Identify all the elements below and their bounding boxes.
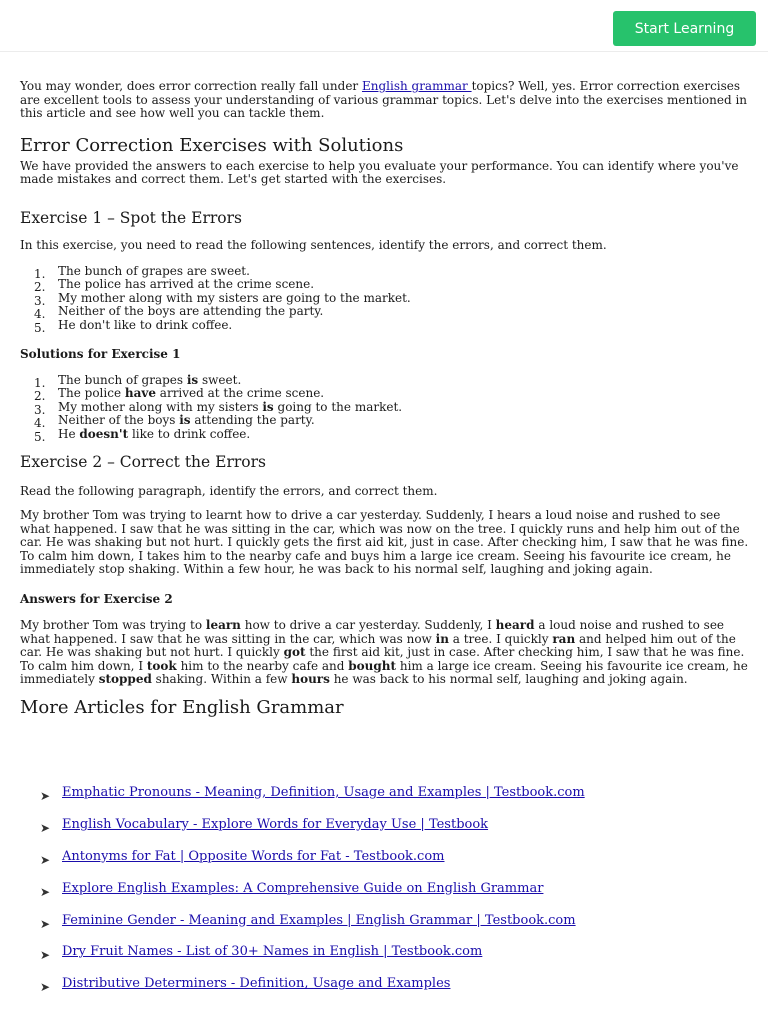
article-link[interactable]: Dry Fruit Names - List of 30+ Names in English | Testbook.com: [62, 944, 483, 960]
arrow-bullet-icon: ➤: [40, 820, 51, 835]
exercise-1-title: Exercise 1 – Spot the Errors: [20, 208, 242, 227]
arrow-bullet-icon: ➤: [40, 789, 51, 803]
list-item: 5. He doesn't like to drink coffee.: [34, 426, 251, 444]
start-learning-button[interactable]: Start Learning: [613, 11, 756, 46]
list-item: 4. Neither of the boys is attending the party.: [34, 413, 315, 431]
list-item: [40, 974, 585, 1006]
english-grammar-link[interactable]: English grammar: [361, 79, 472, 93]
list-item: 1. The bunch of grapes are sweet.: [34, 263, 250, 281]
list-item: [40, 879, 585, 911]
intro-before: You may wonder, does error correction really fall under: [20, 79, 362, 93]
section-description: We have provided the answers to each exercise to help you evaluate your performance. You can identify where you've made mistakes and correct them. Let's get started with the exercises.: [20, 158, 739, 187]
exercise-1-list: [20, 265, 750, 333]
list-item: [40, 847, 585, 879]
intro-paragraph: [20, 80, 750, 121]
article-link[interactable]: Feminine Gender - Meaning and Examples | English Grammar | Testbook.com: [62, 912, 576, 928]
top-bar: [0, 0, 768, 52]
article-link[interactable]: Emphatic Pronouns - Meaning, Definition, Usage and Examples | Testbook.com: [62, 785, 585, 800]
list-item: 5. He don't like to drink coffee.: [34, 317, 233, 335]
arrow-bullet-icon: ➤: [40, 916, 51, 931]
section-title: Error Correction Exercises with Solutions: [20, 134, 404, 156]
exercise-1-solutions-list: [20, 374, 750, 442]
exercise-2-paragraph: My brother Tom was trying to learnt how to drive a car yesterday. Suddenly, I hears a loud noise and rushed to see what happened. I saw that he was sitting in the car, which was now on the tree. I quickly runs and help him out of the car. He was shaking but not hurt. I quickly gets the first aid kit, just in case. After checking him, I saw that he was fine. To calm him down, I takes him to the nearby cafe and buys him a large ice cream. Seeing his favourite ice cream, he immediately stop shaking. Within a few hour, he was back to his normal self, laughing and joking again.: [20, 508, 749, 577]
exercise-2-title: Exercise 2 – Correct the Errors: [20, 452, 266, 471]
list-item: [40, 911, 585, 943]
list-item: [40, 783, 585, 815]
intro-after: topics? Well, yes. Error correction exercises are excellent tools to assess your understanding of various grammar topics. Let's delve into the exercises mentioned in this article and see how well you can tackle them.: [20, 79, 748, 121]
list-item: [40, 942, 585, 974]
exercise-1-instructions: In this exercise, you need to read the following sentences, identify the errors, and correct them.: [20, 237, 607, 252]
arrow-bullet-icon: ➤: [40, 884, 51, 899]
list-item: 4. Neither of the boys are attending the party.: [34, 304, 324, 322]
list-item: 3. My mother along with my sisters is going to the market.: [34, 399, 403, 417]
article-link[interactable]: Antonyms for Fat | Opposite Words for Fat - Testbook.com: [62, 848, 445, 864]
article-link[interactable]: Distributive Determiners - Definition, Usage and Examples: [62, 976, 451, 992]
list-item: 1. The bunch of grapes is sweet.: [34, 372, 242, 390]
exercise-2-answers-title: Answers for Exercise 2: [20, 592, 173, 607]
list-item: 3. My mother along with my sisters are going to the market.: [34, 290, 411, 308]
list-item: 2. The police has arrived at the crime scene.: [34, 277, 315, 295]
list-item: 2. The police have arrived at the crime scene.: [34, 386, 325, 404]
article-link[interactable]: Explore English Examples: A Comprehensive Guide on English Grammar: [62, 880, 544, 896]
article-link[interactable]: English Vocabulary - Explore Words for Everyday Use | Testbook: [62, 816, 489, 832]
article-content: [20, 80, 750, 719]
exercise-1-solutions-title: Solutions for Exercise 1: [20, 346, 181, 361]
list-item: [40, 815, 585, 847]
arrow-bullet-icon: ➤: [40, 852, 51, 867]
exercise-2-answer-paragraph: My brother Tom was trying to learn how to drive a car yesterday. Suddenly, I heard a loud noise and rushed to see what happened. I saw that he was sitting in the car, which was now in a tree. I quickly ran and helped him out of the car. He was shaking but not hurt. I quickly got the first aid kit, just in case. After checking him, I saw that he was fine. To calm him down, I took him to the nearby cafe and bought him a large ice cream. Seeing his favourite ice cream, he immediately stopped shaking. Within a few hours he was back to his normal self, laughing and joking again.: [20, 618, 748, 687]
more-articles-title: More Articles for English Grammar: [20, 697, 344, 719]
more-articles-list: [40, 783, 585, 1006]
arrow-bullet-icon: ➤: [40, 948, 51, 963]
exercise-2-instructions: Read the following paragraph, identify the errors, and correct them.: [20, 483, 438, 498]
arrow-bullet-icon: ➤: [40, 980, 51, 995]
